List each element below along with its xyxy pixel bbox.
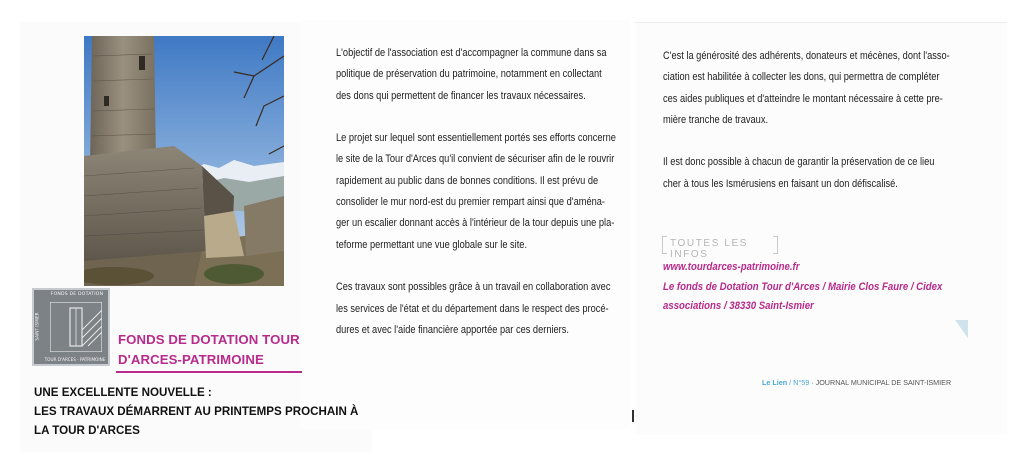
infos-contact: [663, 258, 942, 317]
address-line: Le fonds de Dotation Tour d'Arces / Mairie Clos Faure / Cidex: [663, 280, 943, 293]
text-line: C'est la générosité des adhérents, donateurs et mécènes, dont l'asso-: [663, 50, 950, 62]
logo-bottom-text: TOUR D'ARCES · PATRIMOINE: [44, 357, 106, 362]
text-line: rapidement au public dans de bonnes conditions. Il est prévu de: [336, 174, 599, 187]
text-line: Il est donc possible à chacun de garantir la préservation de ce lieu: [663, 156, 935, 169]
bracket-right-icon: [773, 236, 778, 254]
headline: [34, 383, 364, 440]
text-line: mière tranche de travaux.: [663, 113, 769, 126]
text-line: les services de l'état et du département dans le respect des procé-: [336, 302, 609, 315]
bracket-left-icon: [662, 236, 667, 254]
article-column-2: [663, 46, 950, 216]
logo-top-text: FONDS DE DOTATION: [50, 292, 104, 297]
tower-icon: [50, 302, 102, 352]
text-line: L'objectif de l'association est d'accompagner la commune dans sa: [336, 47, 607, 59]
paragraph: [336, 277, 620, 341]
fonds-title: [118, 330, 318, 370]
paragraph: [336, 43, 620, 107]
fonds-title-line: D'ARCES-PATRIMOINE: [118, 352, 264, 367]
headline-line: LES TRAVAUX DÉMARRENT AU PRINTEMPS PROCHAIN À: [34, 405, 359, 418]
logo-side-text: SAINT ISMIER: [34, 312, 40, 341]
footer-issue-number: / N°59: [789, 378, 810, 387]
tower-photo: [84, 36, 284, 286]
scan-mark: [632, 410, 634, 422]
headline-line: UNE EXCELLENTE NOUVELLE :: [34, 386, 212, 399]
corner-triangle-icon: [955, 320, 968, 338]
address-line: associations / 38330 Saint-Ismier: [663, 300, 814, 312]
paragraph: [663, 46, 950, 131]
infos-label: TOUTES LES INFOS: [670, 238, 749, 260]
text-line: politique de préservation du patrimoine, notamment en collectant: [336, 68, 602, 81]
fonds-title-line: FONDS DE DOTATION TOUR: [118, 332, 300, 347]
page-footer: [762, 378, 951, 387]
article-column-1: [336, 43, 616, 362]
fonds-logo: [32, 288, 110, 366]
headline-line: LA TOUR D'ARCES: [34, 424, 140, 437]
text-line: cher à tous les Ismérusiens en faisant un don défiscalisé.: [663, 177, 898, 190]
text-line: teforme permettant une vue globale sur le site.: [336, 238, 528, 251]
footer-brand: Le Lien: [762, 378, 788, 387]
text-line: Ces travaux sont possibles grâce à un travail en collaboration avec: [336, 281, 611, 294]
infos-label-box: [662, 236, 778, 260]
text-line: dures et avec l'aide financière apportée par ces derniers.: [336, 323, 569, 336]
text-line: consolider le mur nord-est du premier rempart ainsi que d'aména-: [336, 196, 605, 209]
text-line: des dons qui permettent de financer les travaux nécessaires.: [336, 89, 586, 102]
text-line: le site de la Tour d'Arces qu'il convient de sécuriser afin de le rouvrir: [336, 153, 615, 166]
paragraph: [336, 128, 620, 256]
text-line: Le projet sur lequel sont essentiellement portés ses efforts concerne: [336, 132, 616, 145]
text-line: ciation est habilitée à collecter les dons, qui permettra de compléter: [663, 71, 940, 84]
website-link[interactable]: www.tourdarces-patrimoine.fr: [663, 261, 800, 273]
title-underline: [116, 371, 302, 373]
footer-journal: · JOURNAL MUNICIPAL DE SAINT-ISMIER: [811, 378, 952, 387]
paragraph: [663, 152, 950, 195]
text-line: ger un escalier donnant accès à l'intérieur de la tour depuis une pla-: [336, 217, 615, 230]
text-line: ces aides publiques et d'atteindre le montant nécessaire à cette pre-: [663, 92, 943, 105]
